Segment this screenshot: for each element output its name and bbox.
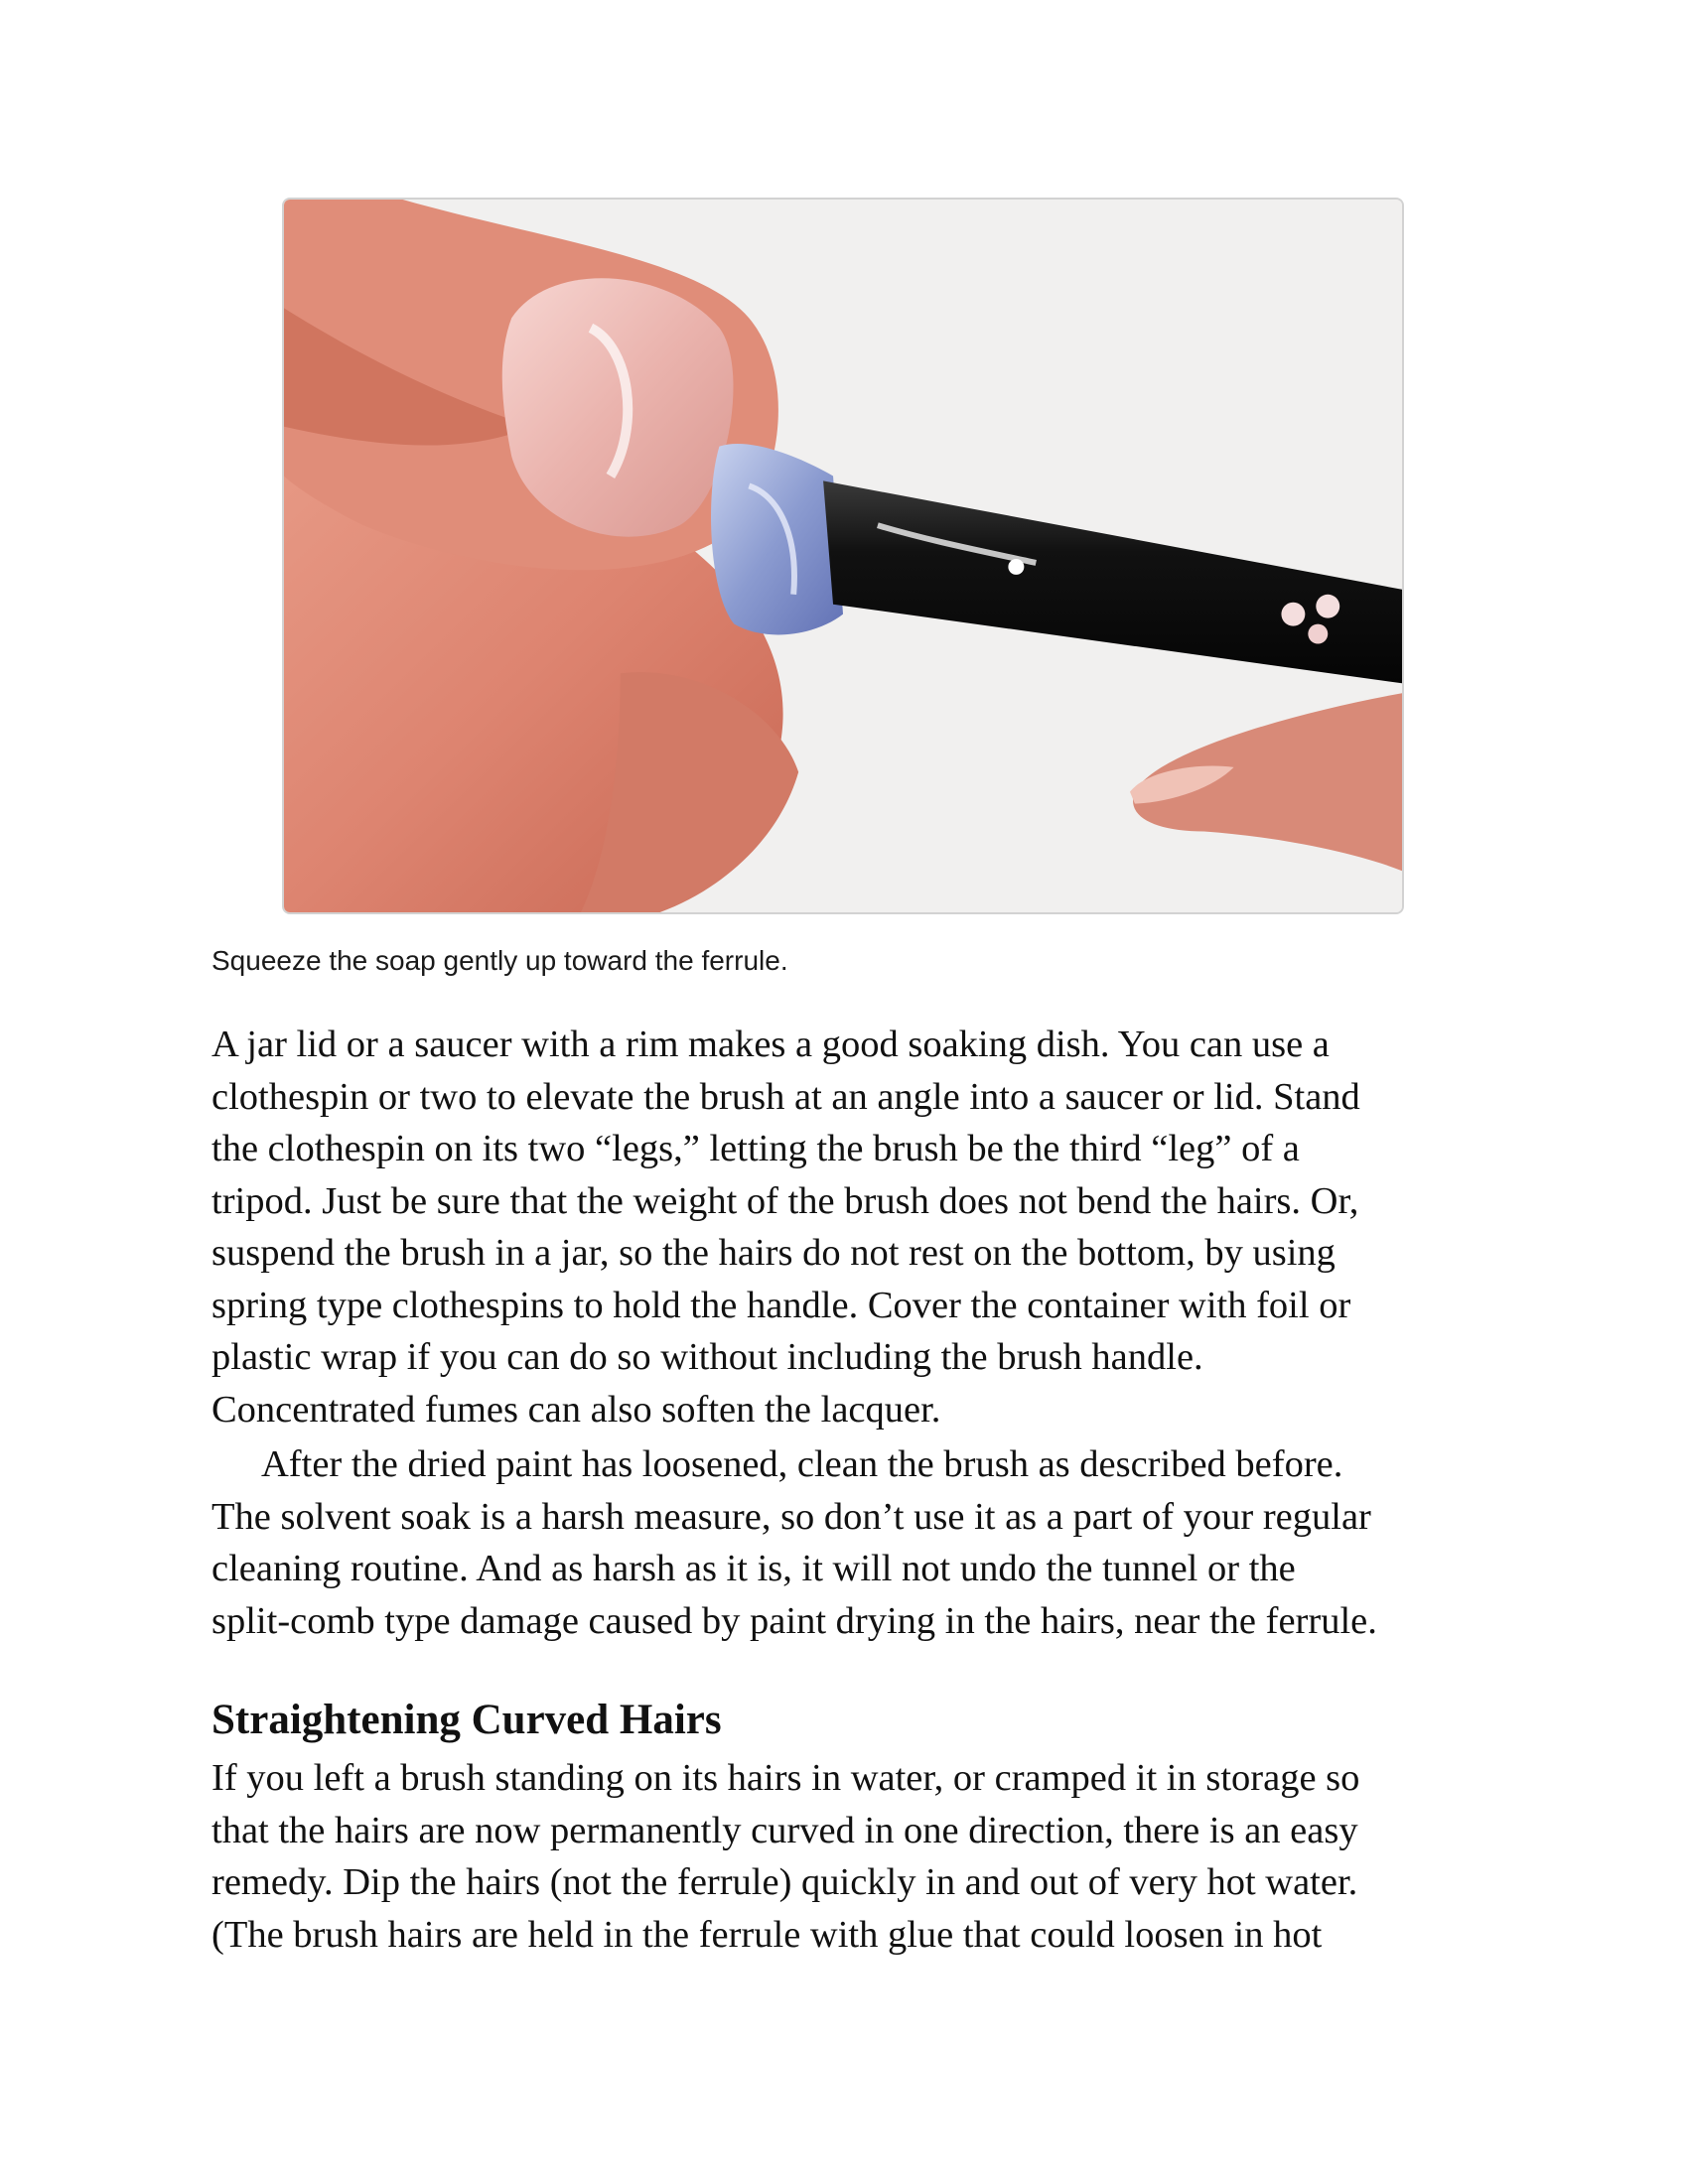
text-line: the clothespin on its two “legs,” letting the brush be the third “leg” of a [211, 1128, 1300, 1169]
text-line: spring type clothespins to hold the handle. Cover the container with foil or [211, 1284, 1351, 1326]
text-line: If you left a brush standing on its hairs in water, or cramped it in storage so [211, 1757, 1360, 1799]
text-line: A jar lid or a saucer with a rim makes a good soaking dish. You can use a [211, 1024, 1330, 1065]
section-heading: Straightening Curved Hairs [211, 1697, 722, 1743]
brush-soap-illustration [284, 200, 1402, 912]
text-line: remedy. Dip the hairs (not the ferrule) quickly in and out of very hot water. [211, 1861, 1358, 1903]
text-line: The solvent soak is a harsh measure, so don’t use it as a part of your regular [211, 1495, 1371, 1538]
figure-photo [282, 198, 1404, 914]
text-line: plastic wrap if you can do so without including the brush handle. [211, 1336, 1203, 1378]
text-line: suspend the brush in a jar, so the hairs do not rest on the bottom, by using [211, 1232, 1336, 1274]
text-line: cleaning routine. And as harsh as it is, it will not undo the tunnel or the [211, 1548, 1296, 1589]
paragraph-solvent-soak [211, 1438, 1492, 1647]
text-line: After the dried paint has loosened, clean the brush as described before. [261, 1443, 1343, 1485]
text-line: clothespin or two to elevate the brush at an angle into a saucer or lid. Stand [211, 1075, 1360, 1118]
paragraph-soaking-dish [211, 1019, 1492, 1435]
text-line: (The brush hairs are held in the ferrule with glue that could loosen in hot [211, 1913, 1323, 1956]
figure-caption: Squeeze the soap gently up toward the ferrule. [211, 945, 788, 976]
text-line: Concentrated fumes can also soften the lacquer. [211, 1388, 941, 1431]
text-line: that the hairs are now permanently curved in one direction, there is an easy [211, 1809, 1358, 1851]
text-line: split-comb type damage caused by paint drying in the hairs, near the ferrule. [211, 1599, 1377, 1642]
text-line: tripod. Just be sure that the weight of the brush does not bend the hairs. Or, [211, 1179, 1359, 1222]
paragraph-straightening [211, 1752, 1492, 1961]
